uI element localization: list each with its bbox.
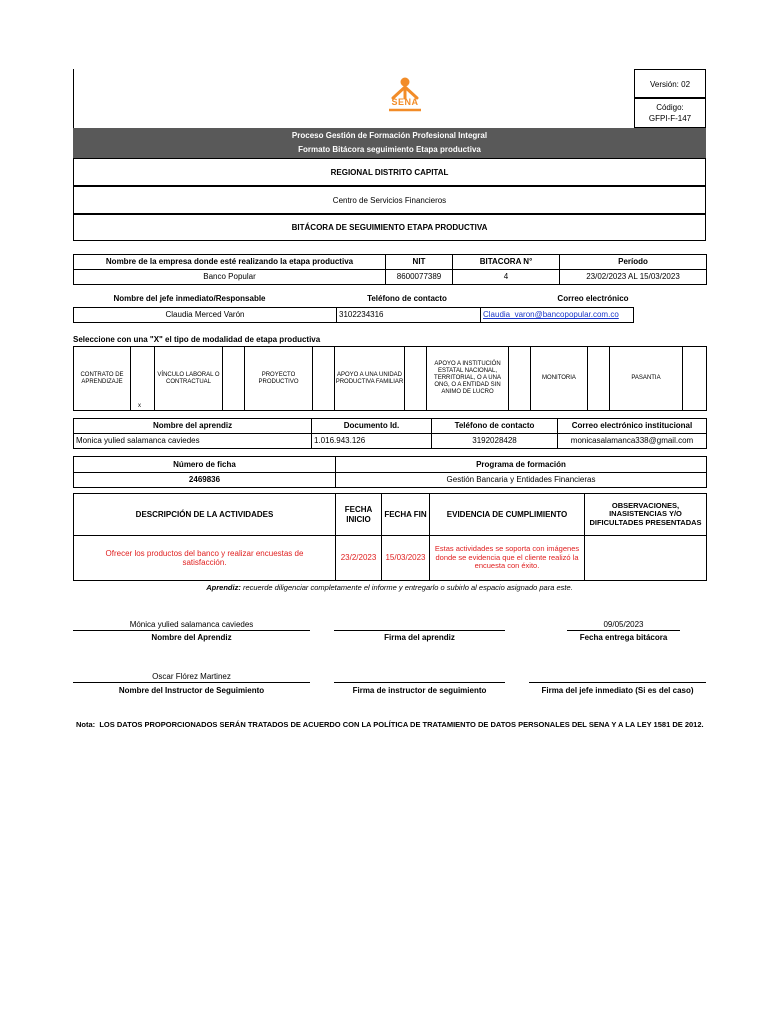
- sena-logo-text: SENA: [391, 97, 419, 107]
- modality-check-internship[interactable]: [683, 347, 707, 411]
- footer-note: [76, 718, 704, 731]
- banner-line1: Proceso Gestión de Formación Profesional Integral: [291, 131, 488, 140]
- ficha-header: Número de ficha: [74, 457, 336, 473]
- centro-text: Centro de Servicios Financieros: [332, 195, 447, 205]
- modality-check-labor[interactable]: [223, 347, 245, 411]
- boss-email-header: Correo electrónico: [557, 294, 629, 303]
- ficha-number: 2469836: [74, 473, 336, 488]
- modality-check-institution[interactable]: [509, 347, 531, 411]
- apprentice-email: monicasalamanca338@gmail.com: [558, 434, 707, 449]
- apprentice-name-label: Nombre del Aprendiz: [151, 633, 232, 642]
- apprentice-phone: 3192028428: [432, 434, 558, 449]
- nit-header: NIT: [386, 255, 453, 270]
- boss-table: [73, 307, 634, 323]
- activities-start-header: FECHA INICIO: [336, 494, 382, 536]
- centro-box: [73, 186, 706, 214]
- sena-logo: [383, 76, 427, 120]
- activity-start: 23/2/2023: [336, 536, 382, 581]
- boss-name: Claudia Merced Varón: [74, 308, 337, 323]
- modality-check-apprenticeship[interactable]: [131, 347, 155, 411]
- apprentice-sign-line[interactable]: [334, 630, 505, 631]
- apprentice-doc-header: Documento Id.: [312, 419, 432, 434]
- modality-option-apprenticeship: CONTRATO DE APRENDIZAJE: [74, 347, 131, 411]
- activity-row: [74, 536, 707, 581]
- code-box: [634, 98, 706, 128]
- doc-title: BITÁCORA DE SEGUIMIENTO ETAPA PRODUCTIVA: [291, 223, 488, 232]
- boss-name-header: Nombre del jefe inmediato/Responsable: [113, 294, 266, 303]
- program-header: Programa de formación: [336, 457, 707, 473]
- modality-instruction: Seleccione con una "X" el tipo de modalidad de etapa productiva: [73, 335, 321, 344]
- boss-email-link[interactable]: Claudia_varon@bancopopular.com.co: [481, 308, 634, 323]
- company-nit: 8600077389: [386, 270, 453, 285]
- activity-end: 15/03/2023: [382, 536, 430, 581]
- boss-sign-label: Firma del jefe inmediato (Si es del caso): [541, 686, 694, 695]
- bitacora-number: 4: [453, 270, 560, 285]
- period-value: 23/02/2023 AL 15/03/2023: [560, 270, 707, 285]
- activities-obs-header: OBSERVACIONES, INASISTENCIAS Y/O DIFICULTADES PRESENTADAS: [585, 494, 707, 536]
- apprentice-name-header: Nombre del aprendiz: [74, 419, 312, 434]
- modality-option-project: PROYECTO PRODUCTIVO: [245, 347, 313, 411]
- modality-check-family[interactable]: [405, 347, 427, 411]
- company-name: Banco Popular: [74, 270, 386, 285]
- apprentice-reminder: [73, 583, 706, 592]
- delivery-date-line: [567, 630, 680, 631]
- instructor-name: Oscar Flórez Martinez: [152, 672, 231, 681]
- doc-title-box: [73, 214, 706, 241]
- modality-check-project[interactable]: [313, 347, 335, 411]
- apprentice-sign-label: Firma del aprendiz: [384, 633, 455, 642]
- code-value: GFPI-F-147: [648, 114, 692, 123]
- apprentice-doc: 1.016.943.126: [312, 434, 432, 449]
- regional-box: [73, 158, 706, 186]
- reminder-label: Aprendiz:: [206, 583, 241, 592]
- instructor-name-line: [73, 682, 310, 683]
- apprentice-table: [73, 418, 707, 449]
- instructor-sign-label: Firma de instructor de seguimiento: [352, 686, 487, 695]
- code-label: Código:: [656, 103, 684, 112]
- modality-option-monitoring: MONITORIA: [531, 347, 588, 411]
- apprentice-name: Monica yulied salamanca caviedes: [74, 434, 312, 449]
- instructor-name-label: Nombre del Instructor de Seguimiento: [118, 686, 265, 695]
- activity-obs: [585, 536, 707, 581]
- program-table: [73, 456, 707, 488]
- boss-sign-line[interactable]: [529, 682, 706, 683]
- reminder-text: recuerde diligenciar completamente el informe y entregarlo o subirlo al espacio asignado para este.: [242, 583, 573, 592]
- banner-line2: Formato Bitácora seguimiento Etapa productiva: [298, 145, 481, 154]
- modality-option-institution: APOYO A INSTITUCIÓN ESTATAL NACIONAL, TERRITORIAL, O A UNA ONG, O A ENTIDAD SIN ANIMO DE LUCRO: [427, 347, 509, 411]
- footer-note-text: LOS DATOS PROPORCIONADOS SERÁN TRATADOS DE ACUERDO CON LA POLÍTICA DE TRATAMIENTO DE DATOS PERSONALES DEL SENA Y A LA LEY 1581 DE 2012.: [99, 720, 704, 729]
- modality-option-labor: VÍNCULO LABORAL O CONTRACTUAL: [155, 347, 223, 411]
- modality-option-internship: PASANTIA: [610, 347, 683, 411]
- apprentice-signature-name: Mónica yulied salamanca caviedes: [129, 620, 254, 629]
- apprentice-name-line: [73, 630, 310, 631]
- regional-text: REGIONAL DISTRITO CAPITAL: [330, 167, 449, 177]
- company-name-header: Nombre de la empresa donde esté realizando la etapa productiva: [74, 255, 386, 270]
- boss-phone: 3102234316: [337, 308, 481, 323]
- activities-desc-header: DESCRIPCIÓN DE LA ACTIVIDADES: [74, 494, 336, 536]
- activities-table: [73, 493, 707, 581]
- period-header: Período: [560, 255, 707, 270]
- apprentice-phone-header: Teléfono de contacto: [432, 419, 558, 434]
- boss-phone-header: Teléfono de contacto: [367, 294, 447, 303]
- modality-mark: x: [138, 403, 141, 410]
- modality-option-family: APOYO A UNA UNIDAD PRODUCTIVA FAMILIAR: [335, 347, 405, 411]
- version-box: [634, 69, 706, 98]
- bitacora-header: BITACORA N°: [453, 255, 560, 270]
- footer-note-label: Nota:: [76, 720, 96, 729]
- activities-evidence-header: EVIDENCIA DE CUMPLIMIENTO: [430, 494, 585, 536]
- modality-check-monitoring[interactable]: [588, 347, 610, 411]
- activity-evidence: Estas actividades se soporta con imágenes donde se evidencia que el cliente realizó la encuesta con éxito.: [430, 536, 585, 581]
- version-text: Versión: 02: [649, 80, 691, 89]
- activity-desc: Ofrecer los productos del banco y realizar encuestas de satisfacción.: [74, 536, 336, 581]
- apprentice-email-header: Correo electrónico institucional: [558, 419, 707, 434]
- activities-end-header: FECHA FIN: [382, 494, 430, 536]
- program-name: Gestión Bancaria y Entidades Financieras: [336, 473, 707, 488]
- delivery-date: 09/05/2023: [603, 620, 644, 629]
- modality-table: [73, 346, 707, 411]
- process-banner: [73, 128, 706, 158]
- company-table: [73, 254, 707, 285]
- delivery-date-label: Fecha entrega bitácora: [579, 633, 668, 642]
- instructor-sign-line[interactable]: [334, 682, 505, 683]
